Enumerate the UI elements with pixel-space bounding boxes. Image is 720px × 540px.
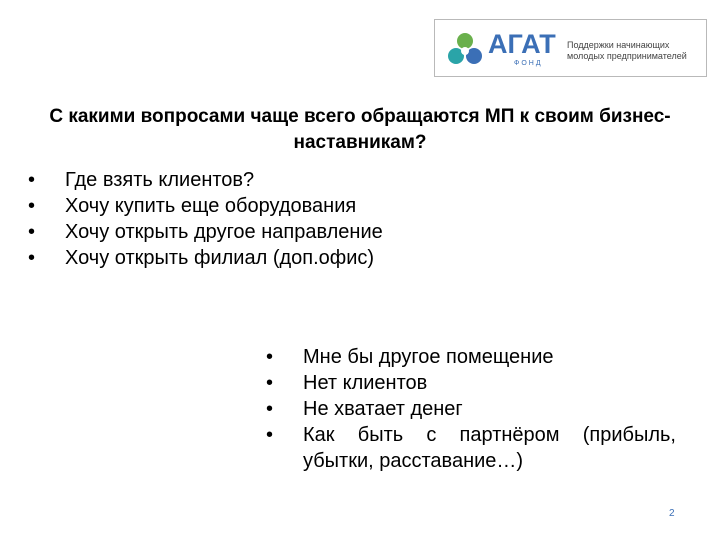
left-list-item [28,219,498,245]
right-list-item-text: Как быть с партнёром (прибыль, убытки, расставание…) [303,424,676,472]
logo [434,19,707,77]
bullet-icon: • [266,398,274,420]
slide-title: С какими вопросами чаще всего обращаются МП к своим бизнес-наставникам? [49,106,671,153]
fund-logo-icon [445,30,485,70]
right-bullet-list [266,344,676,474]
left-list-item-text: Хочу купить еще оборудования [65,195,357,217]
left-list-item [28,167,498,193]
bullet-icon: • [266,346,274,368]
left-bullet-list [28,167,498,271]
right-list-item [266,344,676,370]
right-list-item-text: Мне бы другое помещение [303,346,554,368]
left-list-item-text: Хочу открыть другое направление [65,221,383,243]
bullet-icon: • [28,195,36,217]
page-number: 2 [669,508,675,519]
bullet-icon: • [28,169,36,191]
right-list-item-text: Нет клиентов [303,372,428,394]
left-list-item-text: Хочу открыть филиал (доп.офис) [65,247,375,269]
logo-subtitle: ФОНД [514,60,543,67]
right-list-item-text: Не хватает денег [303,398,463,420]
right-list-item [266,370,676,396]
bullet-icon: • [28,247,36,269]
bullet-icon: • [28,221,36,243]
bullet-icon: • [266,372,274,394]
right-list-item [266,422,676,474]
right-list-item [266,396,676,422]
left-list-item-text: Где взять клиентов? [65,169,255,191]
bullet-icon: • [266,424,274,446]
logo-tagline: Поддержки начинающих молодых предпринимателей [567,40,687,61]
left-list-item [28,245,498,271]
logo-wordmark: АГАТ [488,29,556,59]
left-list-item [28,193,498,219]
